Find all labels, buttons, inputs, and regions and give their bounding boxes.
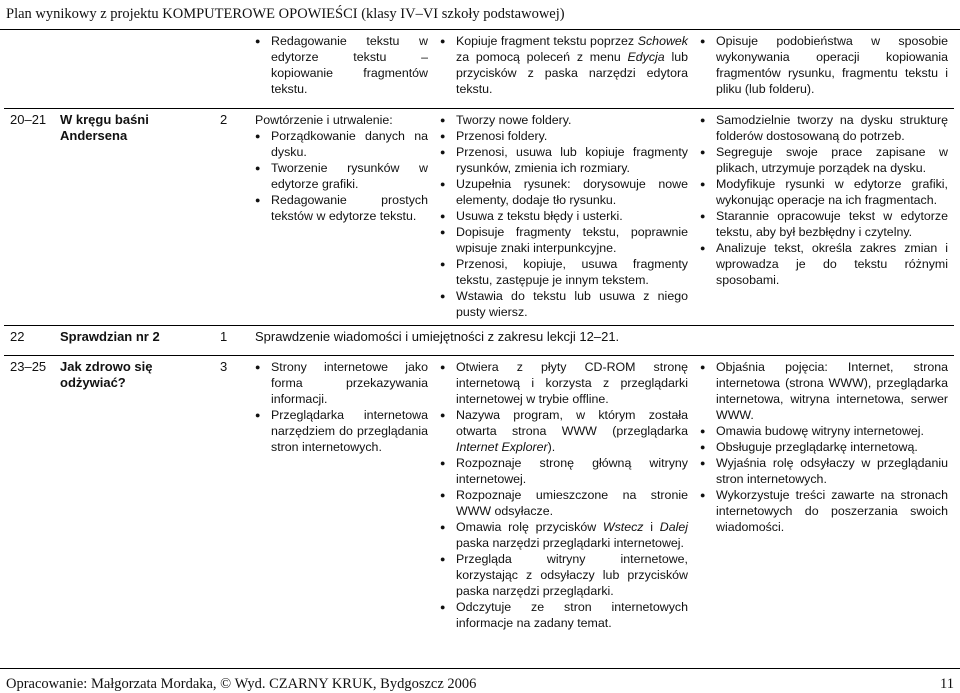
- list-item: ● Obsługuje przeglądarkę internetową.: [700, 439, 948, 455]
- list-item: ● Objaśnia pojęcia: Internet, strona internetowa (strona WWW), przeglądarka internetowa, witryna internetowa, serwer WWW.: [700, 359, 948, 423]
- extended-req-cell: [694, 355, 954, 636]
- list-item: ● Nazywa program, w którym została otwarta strona WWW (przeglądarka Internet Explorer).: [440, 407, 688, 455]
- list-item: ● Segreguje swoje prace zapisane w plikach, utrzymuje porządek na dysku.: [700, 144, 948, 176]
- list-item: ● Modyfikuje rysunki w edytorze grafiki, wykonując operacje na ich fragmentach.: [700, 176, 948, 208]
- list-item: ● Dopisuje fragmenty tekstu, poprawnie wpisuje znaki interpunkcyjne.: [440, 224, 688, 256]
- list-item: ● Przenosi, usuwa lub kopiuje fragmenty rysunków, zmienia ich rozmiary.: [440, 144, 688, 176]
- extended-req-cell: [694, 108, 954, 325]
- list-item: ● Kopiuje fragment tekstu poprzez Schowek za pomocą poleceń z menu Edycja lub przycisków z paska narzędzi edytora tekstu.: [440, 33, 688, 97]
- list-item: ● Redagowanie prostych tekstów w edytorze tekstu.: [255, 192, 428, 224]
- lesson-topic: W kręgu baśni Andersena: [54, 108, 214, 325]
- lesson-number: [4, 30, 54, 108]
- test-description: Sprawdzenie wiadomości i umiejętności z zakresu lekcji 12–21.: [249, 325, 954, 355]
- plan-table: [4, 30, 954, 636]
- lesson-topic: Jak zdrowo się odżywiać?: [54, 355, 214, 636]
- lesson-number: 22: [4, 325, 54, 355]
- list-item: ● Tworzenie rysunków w edytorze grafiki.: [255, 160, 428, 192]
- list-item: ● Strony internetowe jako forma przekazywania informacji.: [255, 359, 428, 407]
- content-intro: Powtórzenie i utrwalenie:: [255, 112, 393, 127]
- list-item: ● Otwiera z płyty CD-ROM stronę internetową i korzysta z przeglądarki internetowej w trybie offline.: [440, 359, 688, 407]
- table-row: [4, 108, 954, 325]
- lesson-number: 23–25: [4, 355, 54, 636]
- lesson-topic: Sprawdzian nr 2: [54, 325, 214, 355]
- basic-req-cell: [434, 30, 694, 108]
- table-row: [4, 325, 954, 355]
- list-item: ● Tworzy nowe foldery.: [440, 112, 688, 128]
- lesson-hours: 3: [214, 355, 249, 636]
- basic-req-cell: [434, 108, 694, 325]
- lesson-hours: 1: [214, 325, 249, 355]
- list-item: ● Samodzielnie tworzy na dysku strukturę folderów dostosowaną do potrzeb.: [700, 112, 948, 144]
- extended-req-cell: [694, 30, 954, 108]
- lesson-number: 20–21: [4, 108, 54, 325]
- lesson-hours: [214, 30, 249, 108]
- list-item: ● Rozpoznaje umieszczone na stronie WWW odsyłacze.: [440, 487, 688, 519]
- list-item: ● Odczytuje ze stron internetowych informacje na zadany temat.: [440, 599, 688, 631]
- footer-rule: [0, 668, 960, 669]
- list-item: ● Starannie opracowuje tekst w edytorze tekstu, aby był bezbłędny i czytelny.: [700, 208, 948, 240]
- basic-req-cell: [434, 355, 694, 636]
- list-item: ● Wyjaśnia rolę odsyłaczy w przeglądaniu stron internetowych.: [700, 455, 948, 487]
- list-item: ● Wstawia do tekstu lub usuwa z niego pusty wiersz.: [440, 288, 688, 320]
- content-cell: [249, 30, 434, 108]
- list-item: ● Redagowanie tekstu w edytorze tekstu – kopiowanie fragmentów tekstu.: [255, 33, 428, 97]
- table-row: [4, 355, 954, 636]
- list-item: ● Omawia budowę witryny internetowej.: [700, 423, 948, 439]
- list-item: ● Rozpoznaje stronę główną witryny internetowej.: [440, 455, 688, 487]
- lesson-topic: [54, 30, 214, 108]
- list-item: ● Analizuje tekst, określa zakres zmian i wprowadza je do tekstu różnymi sposobami.: [700, 240, 948, 288]
- list-item: ● Opisuje podobieństwa w sposobie wykonywania operacji kopiowania fragmentów rysunku, fragmentu tekstu i pliku (lub folderu).: [700, 33, 948, 97]
- table-row: [4, 30, 954, 108]
- list-item: ● Wykorzystuje treści zawarte na stronach internetowych do poszerzania swoich wiadomości.: [700, 487, 948, 535]
- list-item: ● Przenosi, kopiuje, usuwa fragmenty tekstu, zastępuje je innym tekstem.: [440, 256, 688, 288]
- list-item: ● Przenosi foldery.: [440, 128, 688, 144]
- page-header: Plan wynikowy z projektu KOMPUTEROWE OPOWIEŚCI (klasy IV–VI szkoły podstawowej): [6, 6, 565, 22]
- list-item: ● Omawia rolę przycisków Wstecz i Dalej paska narzędzi przeglądarki internetowej.: [440, 519, 688, 551]
- list-item: ● Usuwa z tekstu błędy i usterki.: [440, 208, 688, 224]
- content-cell: [249, 108, 434, 325]
- lesson-hours: 2: [214, 108, 249, 325]
- list-item: ● Przeglądarka internetowa narzędziem do przeglądania stron internetowych.: [255, 407, 428, 455]
- footer-credit: Opracowanie: Małgorzata Mordaka, © Wyd. CZARNY KRUK, Bydgoszcz 2006: [6, 676, 477, 692]
- list-item: ● Uzupełnia rysunek: dorysowuje nowe elementy, dodaje tło rysunku.: [440, 176, 688, 208]
- content-cell: [249, 355, 434, 636]
- list-item: ● Przegląda witryny internetowe, korzystając z odsyłaczy lub przycisków paska narzędzi przeglądarki.: [440, 551, 688, 599]
- page-number: 11: [940, 676, 954, 692]
- list-item: ● Porządkowanie danych na dysku.: [255, 128, 428, 160]
